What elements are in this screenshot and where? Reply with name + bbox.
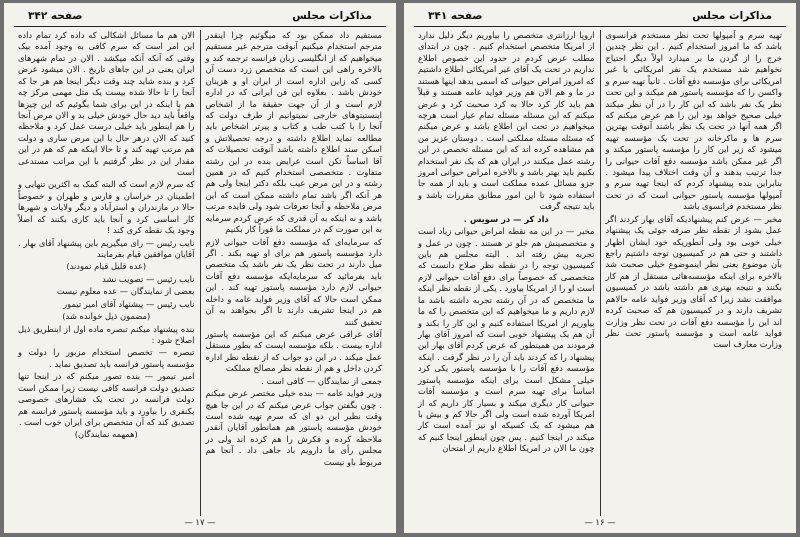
text-columns <box>414 30 786 516</box>
page-341 <box>404 3 796 533</box>
header-page-number: صفحه ۳۴۱ <box>428 9 483 22</box>
paragraph: مخبر — عرض کنم پیشنهادیکه آقای بهار کردند اگر عمل بشود از نقطه نظر صرفه جوئی یک پیشنهاد خیلی خوبی بود ولی آنطوریکه خود ایشان اظهار داشتند و حتی هم در کمیسیون توجه داشتیم راجع بآن موضوع یعنی نظر اینموضوع خیلی صحبت شد بالاخره برای اینکه مؤسسه‌هائی مستقل از هم کار بکنند و نتیجه بهتری هم داشته باشد در کمیسیون موافقت نشد زیرا که آقای وزیر فواید عامه حالاهم تشریف دارند و در کمیسیون هم که صحبت کرده اند این را مؤسسه دفع آفات در تحت نظر وزارت فواید عامه است و مؤسسه پاستور تحت نظر وزارت معارف است <box>605 213 782 350</box>
paragraph: که سرم لازم است که البته کمک به اکثرین تنهایی و اطمینان در خراسان و فارس و طهران و خصوصاً حالا در مازندران و استرآباد و دیگر ولایات و شهرها کار اساسی کرد و آنجا باید کاری بکنند که اصلاً وجود یک نقطه کری کند ! <box>18 179 195 236</box>
vote-result: (عده قلیل قیام نمودند) <box>66 261 147 272</box>
speaker-line: نایب رئیس — تصویب نشد <box>102 273 195 284</box>
paragraph: تبصره — تخصص استخدام مزبور را دولت و مؤسسه پاستور فرانسه باید تصدیق نماید . <box>18 347 195 369</box>
header-title: مذاکرات مجلس <box>692 9 772 22</box>
header-page-number: صفحه ۳۴۲ <box>28 9 83 22</box>
column-divider <box>200 30 201 516</box>
column-left <box>414 30 599 516</box>
page-footer: — ۱۶ — <box>584 518 616 528</box>
paragraph: بنده پیشنهاد میکنم تبصره ماده اول از اینطریق ذیل اصلاح شود : <box>18 323 195 345</box>
paragraph: اروپا ارزانتری متخصص را بیاوریم دیگر دلیل ندارد از امریکا متخصص استخدام کنیم . چون در ابتدای مطلب عرض کردم در حدود این خصوص اطلاع نداریم در تحت یک آقای غیر امریکائی اطلاع داشتیم که امروز امراض حیوانی که اسمی بدهد اینها هستند در ما و هم الان هم وزیر فواید عامه هستند و قبلاً هم باید کار کرد حالا به کرد صحبت کرد و عرض میکنم که این مسئله مسئله تمام عیار است هرچه میخواهیم در تحت این اطلاع باشد و عرض میکنم که مسئله مسئله مملکتی است . دوستان عزیز من هم مشاهده کرده اند که این مسئله تخصص در این رشته عمل میکنند در ایران هم که یک نفر استخدام بکنیم باید بهتر باشد و بالاخره امراض حیوانی امروز جزو مسائل عمده مملکت است و باید از همه جا استفاده شود تا این امور مطابق مقررات باشد و باید نتیجه گرفت <box>418 30 595 212</box>
page-342 <box>4 3 396 533</box>
paragraph: که سرمایه‌ای که مؤسسه دفع آفات حیوانی لازم دارد مؤسسه پاستور هم برای او تهیه بکند . اگر میل دارند در تحت نظر یک نفر باشد یک متخصص باید بفرمائید که سرمایه‌ایکه مؤسسه دفع آفات حیوانی لازم دارد مؤسسه پاستور تهیه کند . این ممکن است حالا که آقای وزیر فواید عامه و داخله هم در اینجا تشریف دارند تا اگر بخواهند به آن تحقیق کنند <box>205 236 382 327</box>
paragraph: امیر تیمور — بنده تصور میکنم که در اینجا تنها تصدیق دولت فرانسه کافی نیست زیرا ممکن است دولت فرانسه در تحت یک فشارهای خصوصی یکنفری را بیاورد و باید مؤسسه پاستور فرانسه هم تصدیق کند که آن متخصص برای ایران خوب است . <box>18 371 195 427</box>
header-title: مذاکرات مجلس <box>292 9 372 22</box>
page-header <box>414 7 786 26</box>
speaker-line: بعضی از نمایندگان — عده معلوم نیست <box>56 286 195 297</box>
paragraph: مخبر — در این مه نقطه امراض حیوانی زیاد است و متخصصینش هم جلو تر هستند . چون در عمل و تجربه بیش رفته اند . البته مجلس هم باین کمیسیون توجه را در نقطه نظر صلاح دانست که متخصصی که خصوصاً برای دفع آفات حیوانی لازم است او را از امریکا بیاورد . یکی از نقطه نظر اینکه ما متخصص که در آن رشته تجربه داشته باشد ما لازم داریم و ما میخواهیم که این متخصص را که ما بیاوریم از امریکا استفاده کنیم و این کار را بکند و آن هم یک پیشنهاد خوبی است که امروز آقای بهار فرمودند من همینطور که عرض کردم آقای بهار این پیشنهاد را که کردند باید آن را در نظر گرفت . اینکه مؤسسه دفع آفات را با مؤسسه پاستور یکی کرد خیلی مشکل است برای اینکه مؤسسه پاستور اساساً برای تهیه سرم است و مؤسسه آفات حیوانی کار دیگری میکند و بسیار کار داریم که از امریکا آورده شده است ولی اگر حالا کم و بیش با هم میشود که یک کسیکه او نیز آمده است کار میکند در اینجا کنیم . پس چون اینطور اینجا کنیم که چون ما الان در امریکا اطلاع داریم از امتحان <box>418 226 595 454</box>
page-header <box>14 7 386 26</box>
reading-note: (مضمون ذیل خوانده شد) <box>62 311 151 322</box>
paragraph: آقای عراقی عرض میکنم که این مؤسسه پاستور اداره بیست . بلکه مؤسسه ایست که بطور مستقل عمل میکند . در این دو جواب که از نقطه نظر اداره کردن داخل و هم از نقطه نظر مصالح مملکت <box>205 328 382 374</box>
page-footer: — ۱۷ — <box>184 518 216 528</box>
header-rule <box>414 26 786 27</box>
paragraph: وزیر فواید عامه — بنده خیلی مختصر عرض میکنم . چون بگفتن جواب عرض میکنم که در این جا هیچ وقت نظیر این دو ای که سرم تهیه شده است خودش مؤسسه پاستور هم همانطور آقایان آنقدر ملاحظه کرده و فکرش را هم کرده اند ولی در مجلس رأی ما دارویم باد جاهی داد . آنجا هم مربوط باو نیست <box>205 388 382 467</box>
speaker-line: داد کر — در سویس . <box>463 213 549 224</box>
speaker-line: نایب رئیس — پیشنهاد آقای امیر تیمور <box>63 298 195 309</box>
paragraph: تهیه سرم و آمپولها تحت نظر مستخدم فرانسوی باشد که ما امروز استخدام کنیم . این نظر چندین خرج را از گردن ما بر میدارد اولاً دیگر احتیاج نخواهیم شد مستخدم یک نفر امریکائی یا غیر امریکائی برای مؤسسه دفع آفات . ثانیاً تهیه سرم و واکسن را که مؤسسه پاستور هم میکند و این تحت نظر یک نفر باشد که این کار را در آن نظر میکند خیلی صحیح خواهد بود این را هم عرض میکنم که اگر همه آنها در تحت یک نظر باشند آنوقت بهترین سرم ها و ماکرخانه در تحت یک مؤسسه تهیه میشود که زیر این کار را مؤسسه پاستور میکند و اگر غیر ممکن باشد مؤسسه دفع آفات حیوانی را جدا ترتیب بدهند و آن وقت اختلاف پیدا میشود . بنابراین بنده پیشنهاد کردم که اینجا تهیه سرم و آمپولها مؤسسه پاستور حیوانی است که در تحت نظر مستخدم فرانسوی باشد <box>605 30 782 212</box>
column-left <box>14 30 199 516</box>
header-rule <box>14 26 386 27</box>
paragraph: الان هم ما مسائل اشکالی که داده کرد تمام داده این امر است که سرم کافی به وجود آمده بیک وقتی که آنکه آنکه میکشد . الان در تمام شهرهای ایران یعنی در این جاهای تاریخ . الان میشود عرض کرد و بنده شاید چند وقت دیگر اینجا هم هر جا که آنجا را تا حالا شده بیست یک مثل مهمی مرکز چه هم با اینکه در این برای شما بگوئیم که این چیزها واقعاً باید دید حال خودش خیلی بد و الان مرض آنجا را هم اینطور باید خیلی درست عمل کرد و ملاحظه کنید که الان درهر حال با این مرض ساری و دولت هم مرتب تهیه کند و تا حالا اینکه هم که هم در این مقدار این در نظر گرفتیم با این مراتب مستدعی است <box>18 30 195 178</box>
column-right <box>202 30 387 516</box>
speaker-line: نایب رئیس — رای میگیریم باین پیشنهاد آقای بهار . آقایان موافقین قیام بفرمایند <box>18 237 195 260</box>
paragraph: جمعی از نمایندگان — کافی است . <box>261 375 382 386</box>
paragraph: مستقیم داد ممکن بود که میگوئیم چرا اینقدر مترجم استخدام میکنیم آنوقت مترجم غیر مستقیم میخواهیم که از انگلیسی زبان فرانسه ترجمه کند و بالاخره راهی این است که متخصص زرد دست آن کسی که زاین اداره است از ایران او و هزینان خودش باشد . بعلاوه این فن ایرانی که در اداره لازم است و از آن جهت حقیقة ما از اشخاص اینستیتوهای خارجی نمیتوانیم از طرف دولت که آنجا را با کتب طب و کتاب و پیرتر اشخاص باید مطالعه نماید اطلاع داشته و درجه تحصیلاتش و اسکن سند اطلاع داشته باشد آنوقت تحصیلات که آقا اساساً تکن است عرایض بنده در این رشته متفاوت . متخصصی استخدام کنیم که در همین رشته و در این مرض عیب بلکه دکتر اینجا ولی هم هر آنکه اگر باشد تمام داشته ممکن است که این مرض ملاحظه و آنجا تعرفات شود ولی فایده مرتب باشد و نه اینکه به آن قدری که عرض کردم سرمایه به این صورت کم در مملکت ما فوراً کار بکنیم <box>205 30 382 235</box>
column-right <box>602 30 787 516</box>
reading-note: (همهمه نمایندگان) <box>74 429 138 440</box>
column-divider <box>600 30 601 516</box>
text-columns <box>14 30 386 516</box>
